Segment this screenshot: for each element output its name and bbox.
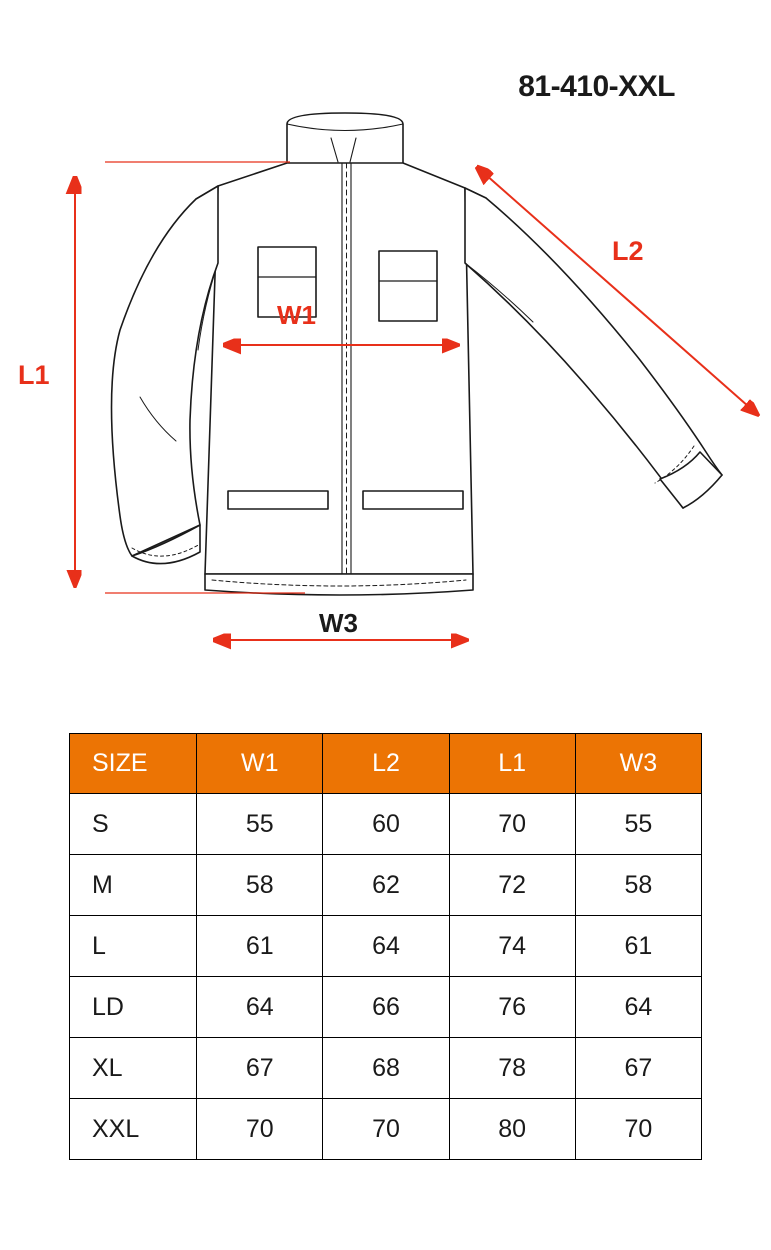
cell-w3: 55	[575, 794, 701, 855]
cell-size: S	[70, 794, 197, 855]
cell-w1: 67	[197, 1038, 323, 1099]
table-row	[70, 1099, 702, 1160]
cell-l2: 66	[323, 977, 449, 1038]
cell-w1: 58	[197, 855, 323, 916]
left-sleeve-outline	[112, 186, 219, 556]
cell-l1: 74	[449, 916, 575, 977]
size-table-container	[69, 733, 702, 1160]
chest-pocket-right	[379, 251, 437, 321]
size-table-header	[70, 734, 702, 794]
cell-w3: 61	[575, 916, 701, 977]
cell-w1: 55	[197, 794, 323, 855]
size-table	[69, 733, 702, 1160]
cell-l1: 80	[449, 1099, 575, 1160]
column-header-l2: L2	[323, 734, 449, 794]
dimension-label-w3: W3	[319, 608, 358, 638]
lower-pocket-left	[228, 491, 328, 509]
product-code: 81-410-XXL	[518, 70, 675, 103]
column-header-l1: L1	[449, 734, 575, 794]
column-header-w1: W1	[197, 734, 323, 794]
cell-l1: 78	[449, 1038, 575, 1099]
cell-l1: 76	[449, 977, 575, 1038]
cell-l2: 70	[323, 1099, 449, 1160]
table-row	[70, 977, 702, 1038]
size-table-body	[70, 794, 702, 1160]
table-row	[70, 916, 702, 977]
cell-w3: 67	[575, 1038, 701, 1099]
cell-size: XXL	[70, 1099, 197, 1160]
cell-l1: 70	[449, 794, 575, 855]
cell-w1: 64	[197, 977, 323, 1038]
cell-l2: 64	[323, 916, 449, 977]
cell-size: LD	[70, 977, 197, 1038]
cell-l2: 68	[323, 1038, 449, 1099]
cell-w1: 61	[197, 916, 323, 977]
table-header-row	[70, 734, 702, 794]
cell-w3: 58	[575, 855, 701, 916]
cell-w1: 70	[197, 1099, 323, 1160]
table-row	[70, 855, 702, 916]
cell-w3: 64	[575, 977, 701, 1038]
table-row	[70, 1038, 702, 1099]
cell-size: M	[70, 855, 197, 916]
cell-l1: 72	[449, 855, 575, 916]
lower-pocket-right	[363, 491, 463, 509]
cell-size: L	[70, 916, 197, 977]
table-row	[70, 794, 702, 855]
cell-w3: 70	[575, 1099, 701, 1160]
column-header-w3: W3	[575, 734, 701, 794]
hem-band	[205, 574, 473, 595]
dimension-label-w1: W1	[277, 300, 316, 330]
cell-l2: 62	[323, 855, 449, 916]
collar-outline	[287, 113, 403, 163]
dimension-label-l2: L2	[612, 236, 644, 266]
cell-l2: 60	[323, 794, 449, 855]
jacket-body-outline	[205, 163, 473, 574]
column-header-size: SIZE	[70, 734, 197, 794]
dimension-label-l1: L1	[18, 360, 50, 390]
cell-size: XL	[70, 1038, 197, 1099]
